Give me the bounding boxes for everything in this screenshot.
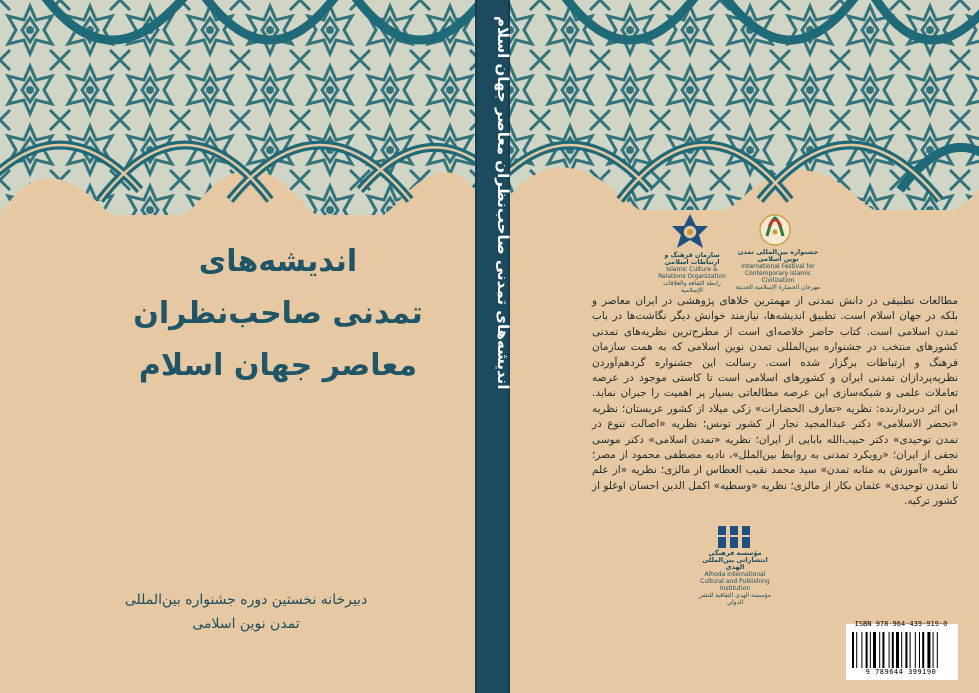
isbn-prefix: ISBN [854, 620, 872, 628]
isbn-label [848, 620, 954, 628]
festival-logo-icon [760, 215, 790, 245]
spine-title-text: اندیشه‌های تمدنی صاحب‌نظران معاصر جهان اسلام [494, 16, 512, 390]
isbn-number: 978-964-439-919-0 [875, 620, 948, 628]
icro-name-en: Islamic Culture & Relations Organization [658, 266, 726, 280]
festival-name-fa: جشنواره بین‌المللی تمدن نوین اسلامی [737, 248, 819, 263]
festival-logo-caption [735, 249, 821, 291]
front-publisher-text [96, 588, 396, 636]
festival-name-ar: مهرجان الحضارة الإسلامية الحديثة [735, 284, 821, 291]
front-pattern [0, 0, 500, 260]
front-cover-title [88, 236, 468, 392]
back-cover-blurb: مطالعات تطبیقی در دانش تمدنی از مهمترین خلاهای پژوهشی در ایران معاصر و بلکه در جهان اسلام است. تطبیق اندیشه‌ها، نیازمند خوانش دیگر نگاشت‌ها در باب تمدن اسلامی است. کتاب حاضر خلاصه‌ای است از مطرح‌ترین نظریه‌های تمدنی کشورهای منتخب در جشنواره بین‌المللی تمدن نوین اسلامی که به همت سازمان فرهنگ و ارتباطات برگزار شده است. رسالت این جشنواره گردهم‌آوردن نظریه‌پردازان تمدنی ایران و کشورهای اسلامی است تا کاستی موجود در عرصه تعاملات علمی و شبکه‌سازی این عرصه مطالعاتی بسیار پر اهمیت را جبران نماید. این اثر دربردارنده: نظریه «تعارف الحضارات» زکی میلاد از کشور عربستان؛ نظریه «تحضر الاسلامی» دکتر عبدالمجید نجار از کشور تونس؛ نظریه «اصالت تنوع در تمدن توحیدی» دکتر حبیب‌الله بابایی از ایران؛ نظریه «تمدن اسلامی» دکتر موسی نجفی از ایران؛ «رویکرد تمدنی به روابط بین‌الملل»، نادیه مصطفی محمود از مصر؛ نظریه «آموزش به مثابه تمدن» سید محمد نقیب العطاس از مالزی؛ نظریه «از علم تا تمدن توحیدی» عثمان بکار از مالزی؛ نظریه «وسطیه» اکمل الدین احسان اوغلو از کشور ترکیه. [592, 295, 958, 508]
spine-title [472, 8, 512, 528]
festival-name-en: International Festival for Contemporary Islamic Civilization [741, 263, 815, 284]
icro-logo-caption [652, 252, 732, 294]
publisher-line-2: تمدن نوین اسلامی [192, 616, 300, 632]
icro-name-ar: رابطة الثقافة والعلاقات الإسلامية [663, 280, 721, 294]
title-line-2: تمدنی صاحب‌نظران [133, 296, 423, 331]
barcode-digits: 9 789644 399190 [865, 668, 937, 676]
publisher-logo-caption [692, 550, 778, 606]
icro-name-fa: سازمان فرهنگ و ارتباطات اسلامی [664, 251, 720, 266]
title-line-3: معاصر جهان اسلام [138, 348, 418, 383]
title-line-1: اندیشه‌های [198, 244, 358, 279]
publisher-name-en: Alhoda International Cultural and Publishing Institution [700, 571, 770, 592]
publisher-logo-icon [716, 526, 754, 548]
publisher-name-fa: مؤسسه فرهنگی انتشاراتی بین‌المللی الهدی [702, 549, 768, 571]
publisher-line-1: دبیرخانه نخستین دوره جشنواره بین‌المللی [124, 592, 368, 608]
publisher-name-ar: مؤسسة الهدى الثقافية للنشر الدولي [698, 592, 772, 606]
